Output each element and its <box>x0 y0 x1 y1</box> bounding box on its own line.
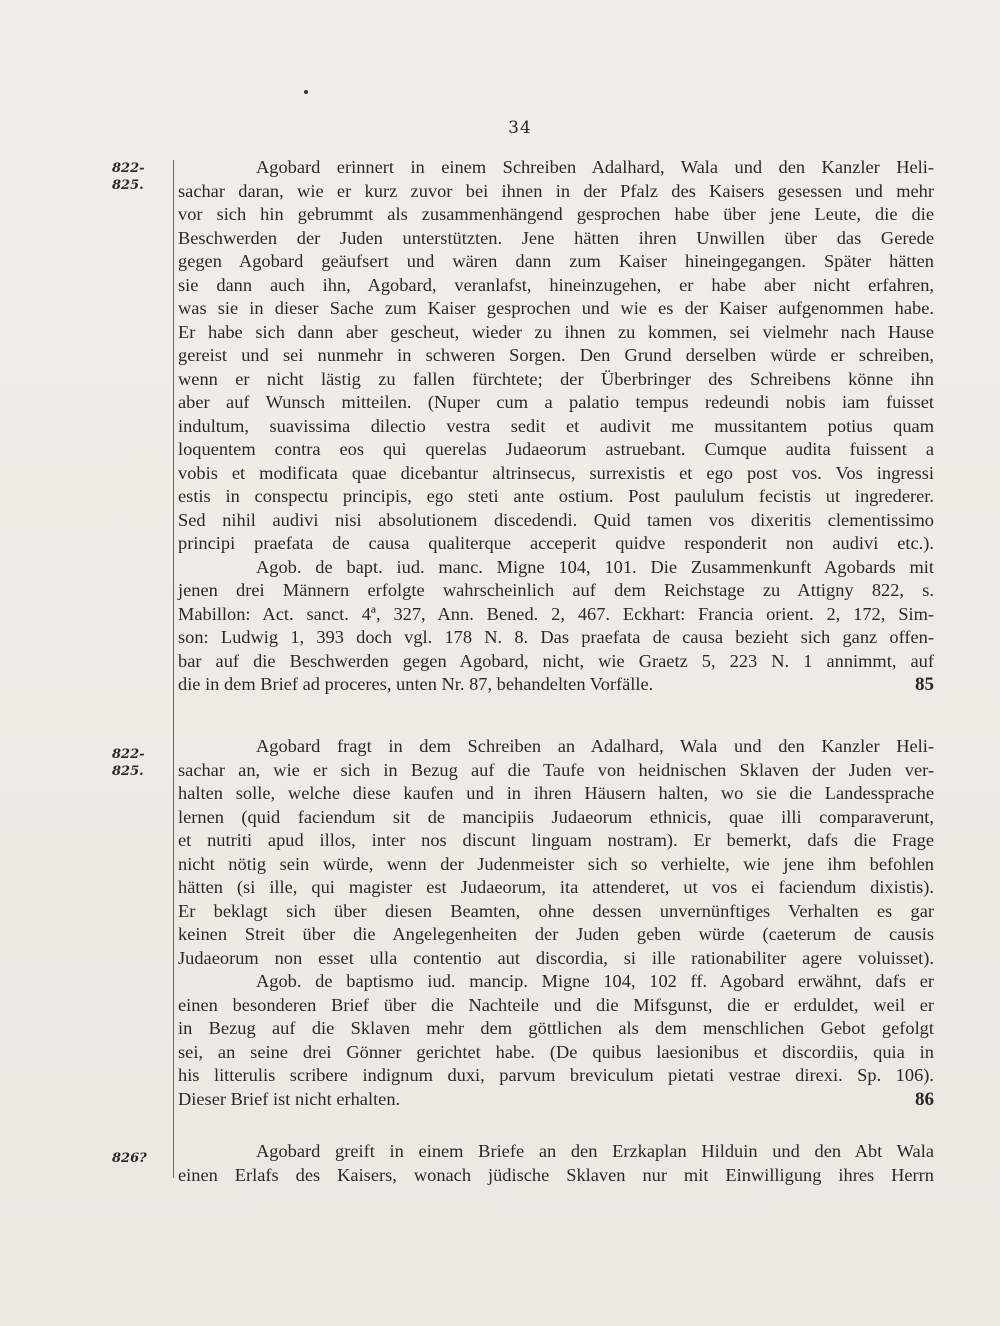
regest-number: 86 <box>915 1088 934 1110</box>
text-line: Agobard erinnert in einem Schreiben Adalhard, Wala und den Kanzler Heli- <box>256 157 934 177</box>
text-line: einen Erlafs des Kaisers, wonach jüdische Sklaven nur mit Einwilligung ihres Herrn <box>178 1164 934 1185</box>
text-line: his litterulis scribere indignum duxi, parvum breviculum pietati vestrae direxi. Sp. 106). <box>178 1065 934 1085</box>
date-line: 822- <box>112 161 145 176</box>
date-line: 822- <box>112 747 145 762</box>
text-line: vor sich hin gebrummt als zusammenhängend gesprochen habe über jene Leute, die die <box>178 204 934 224</box>
text-line <box>178 673 934 697</box>
page-number: 34 <box>508 118 532 138</box>
ink-speck <box>304 90 308 94</box>
margin-date-entry-85 <box>112 160 168 194</box>
date-line: 825. <box>112 764 144 779</box>
margin-date-entry-87 <box>112 1150 168 1167</box>
text-line: was sie in dieser Sache zum Kaiser gesprochen und wie es der Kaiser aufgenommen habe. <box>178 298 934 318</box>
text-line-content: die in dem Brief ad proceres, unten Nr. 87, behandelten Vorfälle. <box>178 674 654 694</box>
regest-entry-86 <box>178 735 934 1111</box>
text-line: sei, an seine drei Gönner gerichtet habe. (De quibus laesionibus et discordiis, quia in <box>178 1041 934 1062</box>
margin-rule <box>173 160 174 1178</box>
text-line: indultum, suavissima dilectio vestra sedit et audivit me mussitantem potius quam <box>178 415 934 436</box>
text-line: sachar daran, wie er kurz zuvor bei ihnen in der Pfalz des Kaisers gesessen und mehr <box>178 180 934 201</box>
text-line: lernen (quid faciendum sit de mancipiis Judaeorum ethnicis, quae illi comparaverunt, <box>178 806 934 827</box>
text-line: Judaeorum non esset ulla contentio aut discordia, si ille rationabiliter agere voluisset). <box>178 947 934 968</box>
text-line: son: Ludwig 1, 393 doch vgl. 178 N. 8. Das praefata de causa bezieht sich ganz offen- <box>178 627 934 647</box>
text-line: jenen drei Männern erfolgte wahrscheinlich auf dem Reichstage zu Attigny 822, s. <box>178 580 934 600</box>
text-line: Er habe sich dann aber gescheut, wieder zu ihnen zu kommen, sei vielmehr nach Hause <box>178 321 934 342</box>
text-line: Sed nihil audivi nisi absolutionem discedendi. Quid tamen vos dixeritis clementissimo <box>178 509 934 530</box>
text-line: einen besonderen Brief über die Nachteile und die Mifsgunst, die er erduldet, weil er <box>178 994 934 1015</box>
text-line-content: Dieser Brief ist nicht erhalten. <box>178 1088 401 1109</box>
regest-entry-87 <box>178 1140 934 1187</box>
text-line: Agobard greift in einem Briefe an den Erzkaplan Hilduin und den Abt Wala <box>256 1141 934 1161</box>
text-line: Beschwerden der Juden unterstützten. Jene hätten ihren Unwillen über das Gerede <box>178 227 934 248</box>
text-line: gegen Agobard geäufsert und wären dann zum Kaiser hineingegangen. Später hätten <box>178 251 934 271</box>
text-line: sachar an, wie er sich in Bezug auf die Taufe von heidnischen Sklaven der Juden ver- <box>178 759 934 780</box>
regest-entry-85 <box>178 156 934 697</box>
text-line <box>178 1088 934 1112</box>
text-line: aber auf Wunsch mitteilen. (Nuper cum a palatio tempus redeundi nobis iam fuisset <box>178 392 934 412</box>
regest-number: 85 <box>915 674 934 695</box>
date-line: 825. <box>112 178 144 193</box>
text-line: halten solle, welche diese kaufen und in ihren Häusern halten, wo sie die Landessprache <box>178 783 934 803</box>
margin-date-entry-86 <box>112 746 168 780</box>
text-line: hätten (si ille, qui magister est Judaeorum, ita attenderet, ut vos ei faciendum dixistis). <box>178 877 934 897</box>
text-line: Agob. de baptismo iud. mancip. Migne 104, 102 ff. Agobard erwähnt, dafs er <box>256 971 934 991</box>
text-line: wenn er nicht lästig zu fallen fürchtete; der Überbringer des Schreibens könne ihn <box>178 368 934 389</box>
text-line: principi praefata de causa qualiterque acceperit quidve responderit non audivi etc.). <box>178 533 934 553</box>
text-line: Er beklagt sich über diesen Beamten, ohne dessen unvernünftiges Verhalten es gar <box>178 900 934 921</box>
text-line: sie dann auch ihn, Agobard, veranlafst, hineinzugehen, er habe aber nicht erfahren, <box>178 274 934 295</box>
text-line: keinen Streit über die Angelegenheiten der Juden geben würde (caeterum de causis <box>178 924 934 944</box>
text-line: bar auf die Beschwerden gegen Agobard, nicht, wie Graetz 5, 223 N. 1 annimmt, auf <box>178 650 934 671</box>
text-line: in Bezug auf die Sklaven mehr dem göttlichen als dem menschlichen Gebot gefolgt <box>178 1018 934 1038</box>
text-line: et nutriti apud illos, inter nos discunt linguam nostram). Er bemerkt, dafs die Frage <box>178 830 934 850</box>
text-line: gereist und sei nunmehr in schweren Sorgen. Den Grund derselben würde er schreiben, <box>178 345 934 365</box>
text-line: Agob. de bapt. iud. manc. Migne 104, 101. Die Zusammenkunft Agobards mit <box>256 556 934 577</box>
text-line: Mabillon: Act. sanct. 4ª, 327, Ann. Bened. 2, 467. Eckhart: Francia orient. 2, 172, Sim- <box>178 603 934 624</box>
date-line: 826? <box>112 1151 147 1166</box>
text-line: vobis et modificata quae dicebantur altrinsecus, surrexistis et ego post vos. Vos ingressi <box>178 462 934 483</box>
text-line: Agobard fragt in dem Schreiben an Adalhard, Wala und den Kanzler Heli- <box>256 736 934 756</box>
text-line: loquentem contra eos qui querelas Judaeorum astruebant. Cumque audita fuissent a <box>178 439 934 459</box>
text-line: nicht nötig sein würde, wenn der Judenmeister sich so verhielte, wie jene ihm befohlen <box>178 853 934 874</box>
text-line: estis in conspectu principis, ego steti ante ostium. Post paululum fecistis ut ingrederer. <box>178 486 934 506</box>
